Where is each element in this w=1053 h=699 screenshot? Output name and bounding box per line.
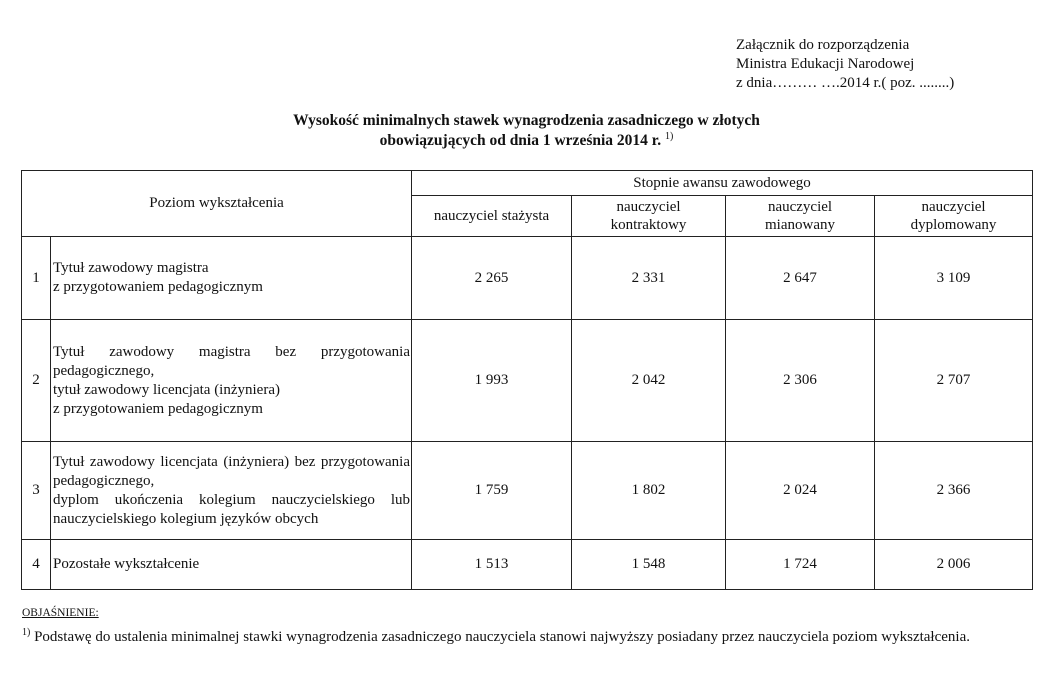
row-number: 2 — [22, 320, 51, 442]
title-line-2 — [0, 131, 1053, 151]
salary-value: 2 265 — [412, 237, 572, 320]
salary-value: 1 759 — [412, 442, 572, 540]
salary-value: 2 006 — [875, 540, 1033, 590]
row-description — [51, 320, 412, 442]
annex-line-1: Załącznik do rozporządzenia — [736, 37, 910, 53]
annex-line-2: Ministra Edukacji Narodowej — [736, 56, 915, 72]
column-header-appointed — [726, 196, 875, 237]
salary-value: 1 802 — [572, 442, 726, 540]
salary-value: 1 513 — [412, 540, 572, 590]
description-line: z przygotowaniem pedagogicznym — [53, 400, 263, 417]
row-description — [51, 442, 412, 540]
footnote-mark: 1) — [22, 627, 31, 638]
table-row — [22, 540, 1033, 590]
salary-value: 2 331 — [572, 237, 726, 320]
salary-value: 1 993 — [412, 320, 572, 442]
description-line: tytuł zawodowy licencjata (inżyniera) — [53, 381, 280, 398]
footnote — [22, 627, 1022, 647]
table-row — [22, 442, 1033, 540]
column-header-line: dyplomowany — [910, 217, 997, 233]
document-title — [0, 111, 1053, 151]
salary-value: 2 366 — [875, 442, 1033, 540]
annex-line-3: z dnia……… ….2014 r.( poz. ........) — [736, 75, 955, 91]
footnote-text: Podstawę do ustalenia minimalnej stawki wynagrodzenia zasadniczego nauczyciela stanowi najwyższy posiadany przez nauczyciela poziom wykształcenia. — [30, 629, 970, 645]
column-header-contract — [572, 196, 726, 237]
title-line-1: Wysokość minimalnych stawek wynagrodzenia zasadniczego w złotych — [293, 112, 760, 129]
title-line-2-text: obowiązujących od dnia 1 września 2014 r. — [379, 132, 662, 149]
salary-value: 2 024 — [726, 442, 875, 540]
description-line: dyplom ukończenia kolegium nauczycielskiego lub nauczycielskiego kolegium języków obcych — [53, 491, 411, 527]
column-header-line: mianowany — [765, 217, 835, 233]
row-number: 1 — [22, 237, 51, 320]
salary-value: 3 109 — [875, 237, 1033, 320]
table-header-row-1 — [22, 171, 1033, 196]
title-footnote-mark: 1) — [664, 131, 674, 142]
salary-value: 1 724 — [726, 540, 875, 590]
row-description — [51, 540, 412, 590]
column-header-line: nauczyciel stażysta — [433, 208, 550, 224]
description-line: z przygotowaniem pedagogicznym — [53, 279, 263, 295]
salary-value: 2 306 — [726, 320, 875, 442]
salary-table — [21, 170, 1033, 590]
table-row — [22, 320, 1033, 442]
salary-value: 1 548 — [572, 540, 726, 590]
annex-heading — [736, 36, 954, 93]
column-header-intern — [412, 196, 572, 237]
explanation-heading: OBJAŚNIENIE: — [22, 607, 99, 619]
row-description — [51, 237, 412, 320]
salary-value: 2 647 — [726, 237, 875, 320]
promotion-levels-header: Stopnie awansu zawodowego — [412, 171, 1033, 196]
education-level-header: Poziom wykształcenia — [22, 171, 412, 237]
description-line: Pozostałe wykształcenie — [53, 556, 200, 572]
description-line: Tytuł zawodowy licencjata (inżyniera) bez przygotowania pedagogicznego, — [53, 453, 411, 489]
salary-value: 2 707 — [875, 320, 1033, 442]
column-header-line: nauczyciel — [921, 199, 986, 215]
description-line: Tytuł zawodowy magistra — [53, 260, 209, 276]
column-header-line: nauczyciel — [767, 199, 833, 215]
row-number: 4 — [22, 540, 51, 590]
salary-value: 2 042 — [572, 320, 726, 442]
column-header-line: kontraktowy — [610, 217, 687, 233]
column-header-chartered — [875, 196, 1033, 237]
row-number: 3 — [22, 442, 51, 540]
table-row — [22, 237, 1033, 320]
column-header-line: nauczyciel — [616, 199, 681, 215]
description-line: Tytuł zawodowy magistra bez przygotowania pedagogicznego, — [53, 343, 411, 379]
